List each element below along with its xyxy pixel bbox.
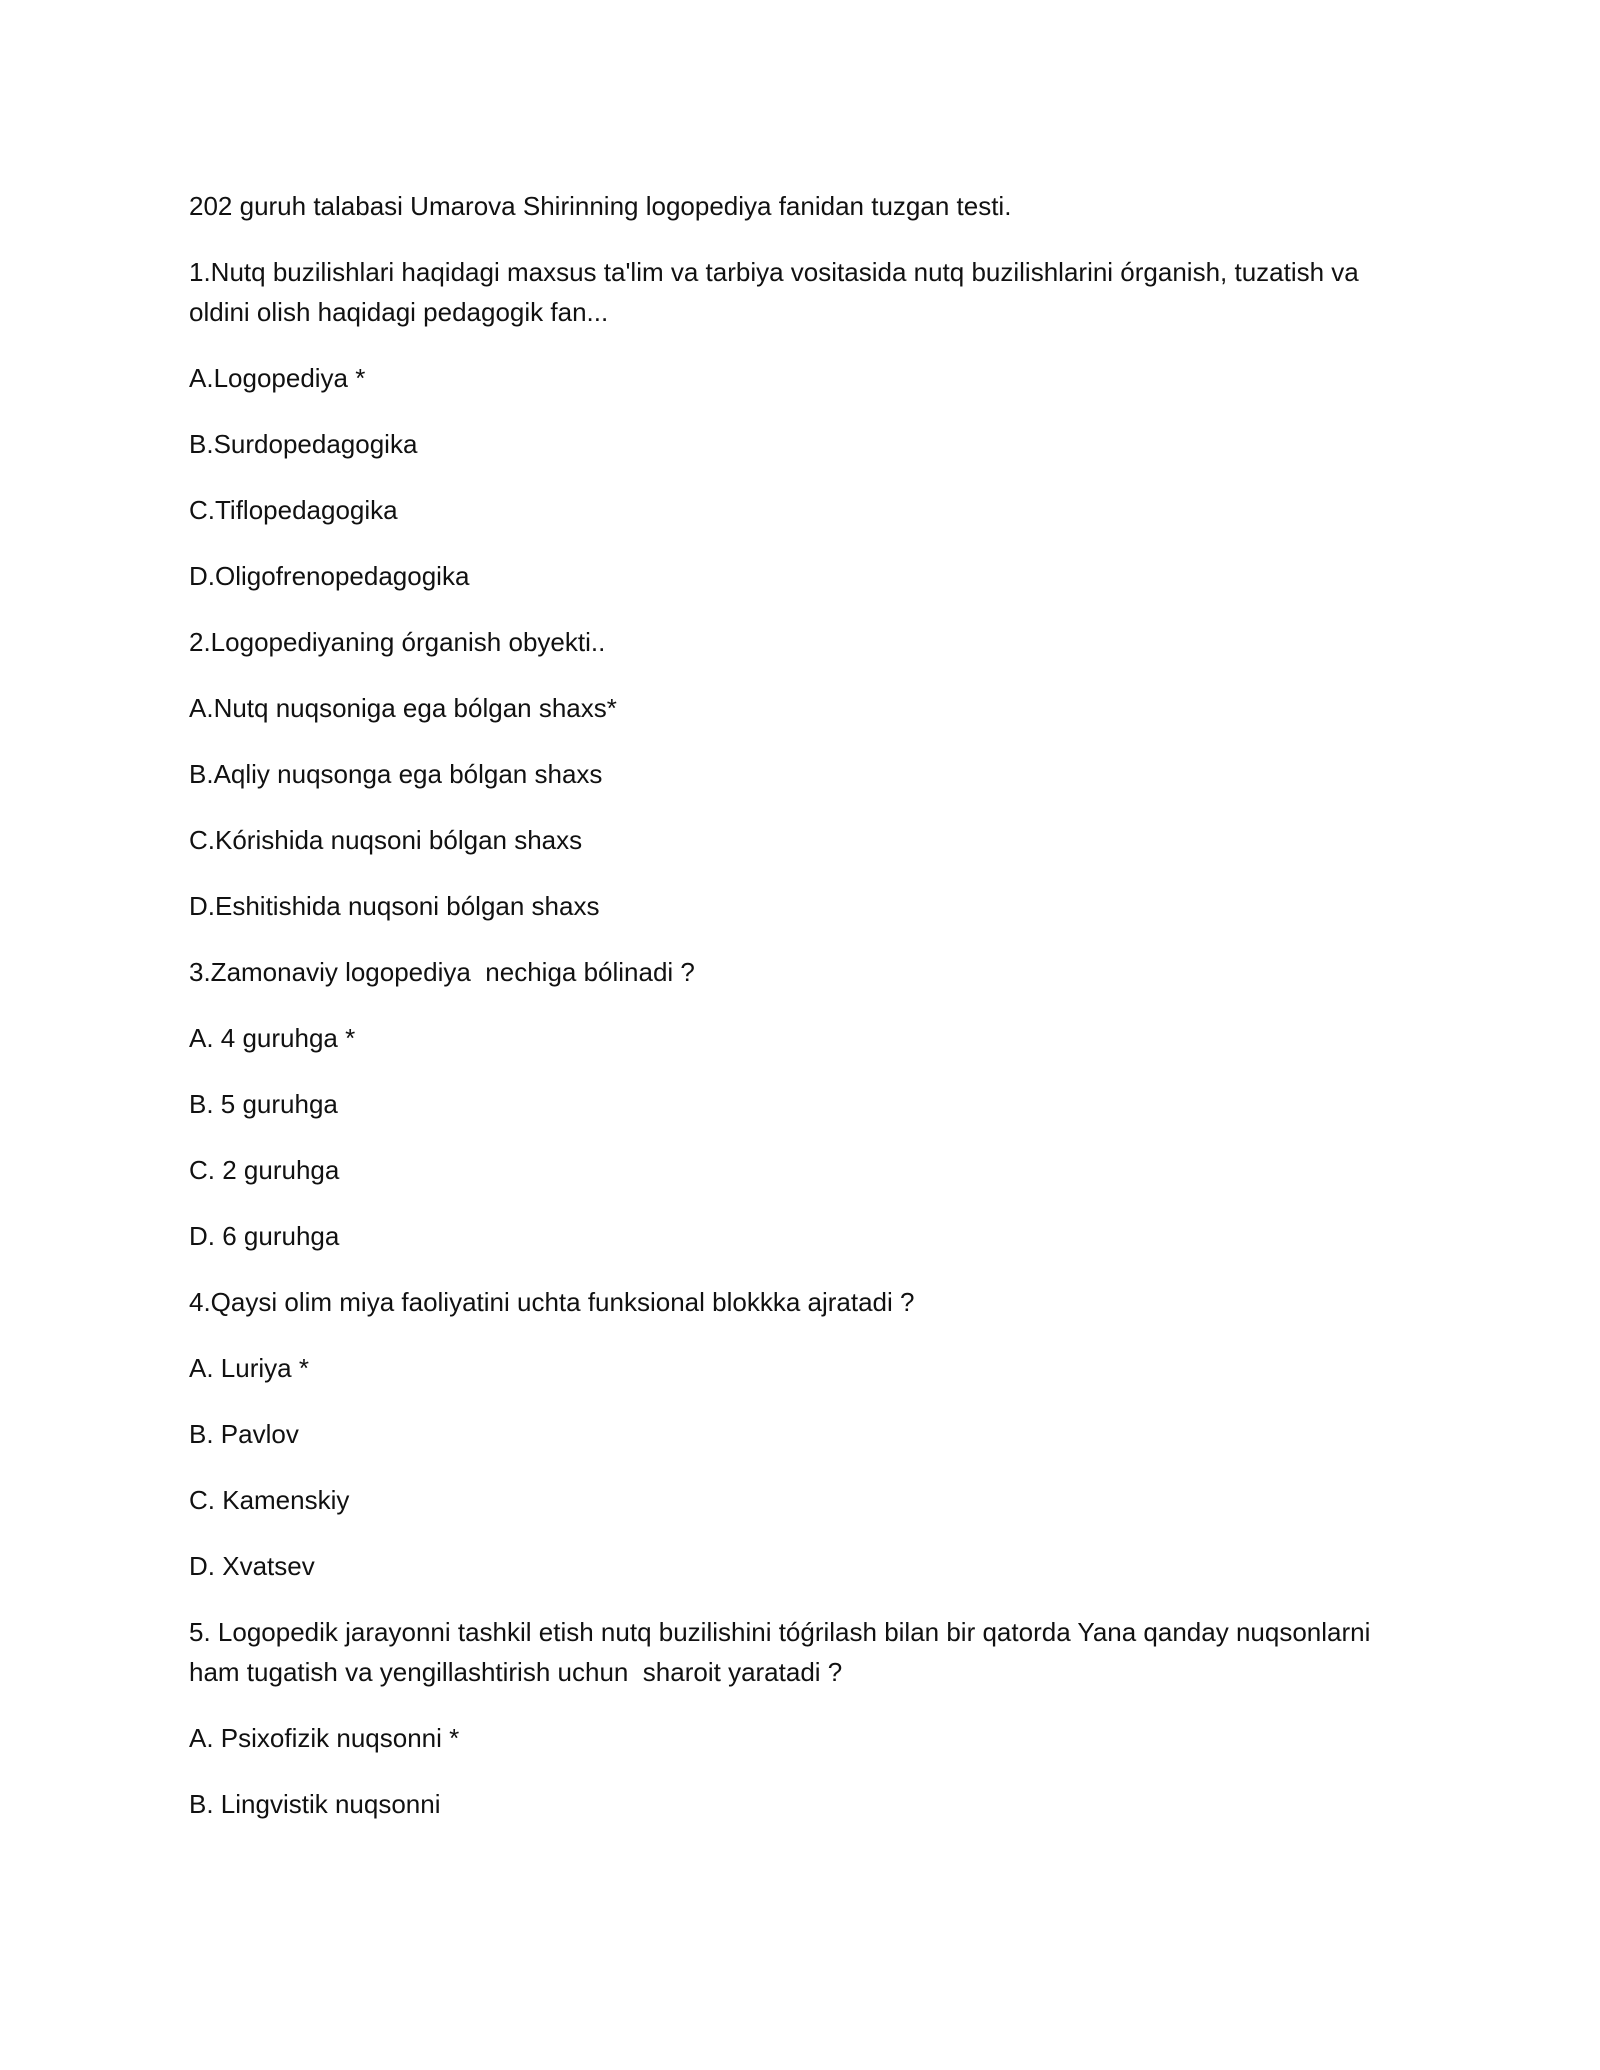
q2-option-a: A.Nutq nuqsoniga ega bólgan shaxs* [189, 693, 617, 723]
q2-option-d: D.Eshitishida nuqsoni bólgan shaxs [189, 891, 600, 921]
q4-option-d: D. Xvatsev [189, 1551, 315, 1581]
q2-option-c: C.Kórishida nuqsoni bólgan shaxs [189, 825, 583, 855]
document-body [189, 186, 1419, 1850]
q4-option-a: A. Luriya * [189, 1353, 309, 1383]
q3-option-c: C. 2 guruhga [189, 1155, 340, 1185]
question-4: 4.Qaysi olim miya faoliyatini uchta funksional blokkka ajratadi ? [189, 1287, 915, 1317]
q1-option-a: A.Logopediya * [189, 363, 366, 393]
q4-option-c: C. Kamenskiy [189, 1485, 350, 1515]
q5-option-b: B. Lingvistik nuqsonni [189, 1789, 441, 1819]
q3-option-d: D. 6 guruhga [189, 1221, 340, 1251]
question-3: 3.Zamonaviy logopediya nechiga bólinadi ? [189, 957, 695, 987]
question-5: 5. Logopedik jarayonni tashkil etish nutq buzilishini tóǵrilash bilan bir qatorda Yana qanday nuqsonlarni ham tugatish va yengillashtirish uchun sharoit yaratadi ? [189, 1617, 1378, 1687]
q1-option-c: C.Tiflopedagogika [189, 495, 398, 525]
q5-option-a: A. Psixofizik nuqsonni * [189, 1723, 460, 1753]
question-2: 2.Logopediyaning órganish obyekti.. [189, 627, 606, 657]
question-1: 1.Nutq buzilishlari haqidagi maxsus ta'lim va tarbiya vositasida nutq buzilishlarini órganish, tuzatish va oldini olish haqidagi pedagogik fan... [189, 257, 1367, 327]
q4-option-b: B. Pavlov [189, 1419, 299, 1449]
q1-option-b: B.Surdopedagogika [189, 429, 418, 459]
q1-option-d: D.Oligofrenopedagogika [189, 561, 470, 591]
q3-option-b: B. 5 guruhga [189, 1089, 338, 1119]
q3-option-a: A. 4 guruhga * [189, 1023, 356, 1053]
q2-option-b: B.Aqliy nuqsonga ega bólgan shaxs [189, 759, 603, 789]
document-header: 202 guruh talabasi Umarova Shirinning logopediya fanidan tuzgan testi. [189, 191, 1012, 221]
